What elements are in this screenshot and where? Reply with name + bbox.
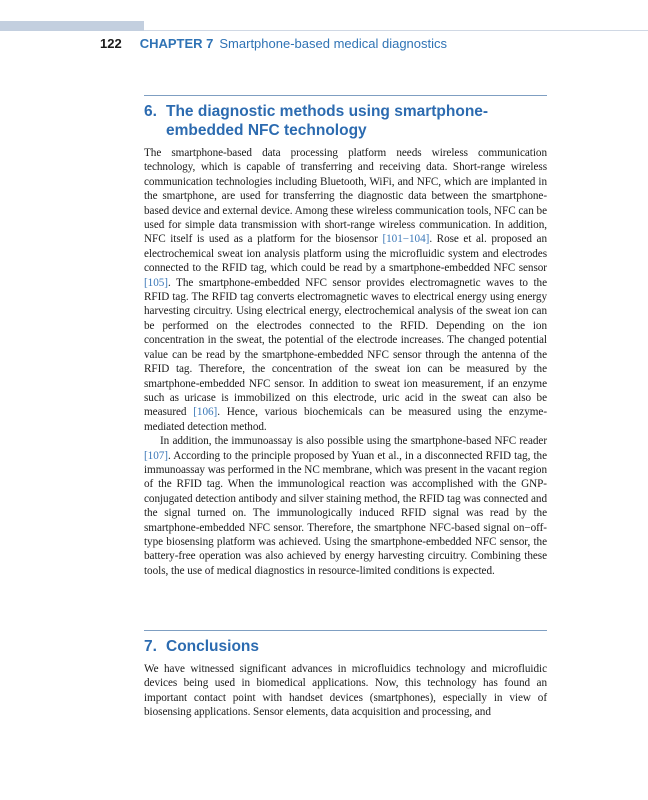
chapter-label: CHAPTER 7 <box>139 36 214 51</box>
section-6-paragraph-1 <box>144 146 547 434</box>
page-number: 122 <box>100 36 122 51</box>
citation-link[interactable]: [101−104] <box>382 233 430 246</box>
section-7-rule <box>144 630 547 631</box>
chapter-title: Smartphone-based medical diagnostics <box>219 36 448 51</box>
citation-link[interactable]: [107] <box>144 449 168 462</box>
paragraph-text: In addition, the immunoassay is also possible using the smartphone-based NFC reader <box>160 435 547 448</box>
section-6 <box>144 95 547 578</box>
section-6-paragraph-2 <box>144 434 547 578</box>
citation-link[interactable]: [105] <box>144 276 168 289</box>
paragraph-text: . Rose et al. proposed an electrochemical sweat ion analysis platform using the microfluidic system and electrodes connected to the RFID tag, which could be read by a smartphone-embedded NFC sensor <box>144 233 547 275</box>
header-rule <box>144 30 648 31</box>
section-7-title: Conclusions <box>166 638 260 655</box>
section-6-heading <box>144 102 547 140</box>
running-head <box>100 36 447 52</box>
section-7-heading <box>144 637 547 656</box>
section-6-number: 6. <box>144 103 157 120</box>
section-7-paragraph-1: We have witnessed significant advances in microfluidics technology and microfluidic devices being used in biomedical applications. Now, this technology has found an important contact point with handset devices (smartphones), especially in view of biosensing applications. Sensor elements, data acquisition and processing, and <box>144 663 547 719</box>
paragraph-text: The smartphone-based data processing platform needs wireless communication technology, which is capable of transferring and receiving data. Short-range wireless communication technologies including Bluetooth, WiFi, and NFC, which are implanted in the smartphone, are used for transferring the diagnostic data between the smartphone-based device and external device. Among these wireless communication tools, NFC can be used for simple data transmission with short-range wireless communication. In addition, NFC itself is used as a platform for the biosensor <box>144 147 547 246</box>
section-6-title: The diagnostic methods using smartphone-embedded NFC technology <box>166 103 489 139</box>
paragraph-text: . The smartphone-embedded NFC sensor provides electromagnetic waves to the RFID tag. The RFID tag converts electromagnetic waves to electrical energy using energy harvesting circuitry. Using electrical energy, electrochemical analysis of the sweat ion can be performed on the electrodes connected to the RFID. Depending on the ion concentration in the sweat, the potential of the electrode increases. The changed potential value can be read by the smartphone-embedded NFC sensor through the antenna of the RFID tag. Therefore, the concentration of the sweat ion can be measured by the smartphone-embedded NFC sensor. In addition to sweat ion measurement, if an enzyme such as uricase is immobilized on this electrode, uric acid in the sweat can also be measured <box>144 276 547 419</box>
section-6-rule <box>144 95 547 96</box>
header-accent-bar <box>0 21 144 31</box>
section-7 <box>144 630 547 720</box>
citation-link[interactable]: [106] <box>193 406 218 419</box>
paragraph-text: . Hence, various biochemicals can be measured using the enzyme-mediated detection method. <box>144 406 547 433</box>
section-7-number: 7. <box>144 638 157 655</box>
paragraph-text: . According to the principle proposed by Yuan et al., in a disconnected RFID tag, the immunoassay was performed in the NC membrane, which was present in the vacant region of the RFID tag. When the immunological reaction was accomplished with the GNP-conjugated detection antibody and silver staining method, the RFID tag was connected and the signal turned on. The immunologically induced RFID signal was read by the smartphone-embedded NFC sensor. Therefore, the smartphone NFC-based signal on−off-type biosensing platform was achieved. Using the smartphone-embedded NFC sensor, the battery-free operation was also achieved by energy harvesting circuitry. Combining these tools, the use of medical diagnostics in resource-limited conditions is expected. <box>144 449 547 577</box>
